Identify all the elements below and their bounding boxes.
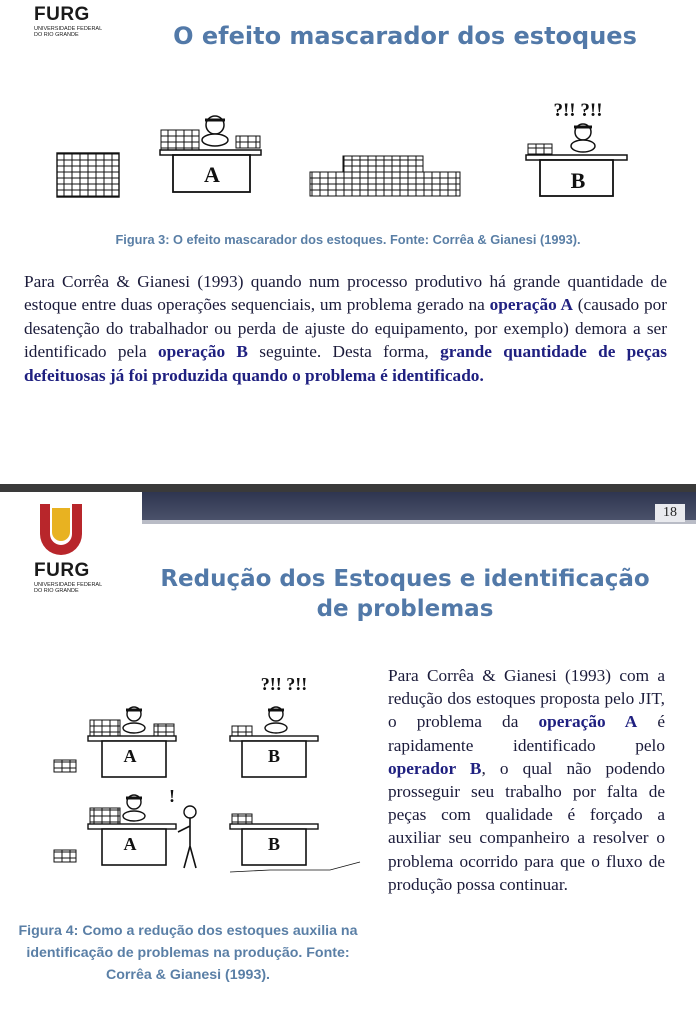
- para-bold-2: operador B: [388, 758, 482, 778]
- bottom-operator-a-with-helper: [54, 786, 196, 868]
- para-text-2: (causado por desatenção do trabalhador ou perda de ajuste do equipamento, por exemplo) demora a ser identificado pela: [24, 295, 667, 362]
- slide-2: [0, 492, 696, 1020]
- para-bold-1: operação A: [538, 712, 638, 732]
- para-bold-3: grande quantidade de peças defeituosas já foi produzida quando o problema é identificado.: [24, 342, 668, 385]
- page-number: 18: [655, 504, 685, 522]
- para-bold-1: operação A: [489, 295, 574, 315]
- top-operator-a: [54, 707, 176, 777]
- logo-subtitle-line-1: UNIVERSIDADE FEDERAL: [34, 582, 103, 588]
- slide-title: O efeito mascarador dos estoques: [173, 22, 637, 50]
- label-operation-a-bottom: A: [123, 834, 137, 854]
- operator-a-station: [160, 116, 261, 192]
- alert-mark: !: [169, 786, 175, 806]
- label-operation-b: B: [267, 746, 281, 766]
- para-text-3: seguinte. Desta forma,: [247, 342, 441, 362]
- label-operation-b-bottom: B: [267, 834, 281, 854]
- inventory-stack-middle: [310, 156, 460, 200]
- slide-divider: [0, 484, 696, 492]
- question-exclamation-marks: ?!! ?!!: [260, 674, 308, 694]
- logo-subtitle-line-1: UNIVERSIDADE FEDERAL: [34, 26, 103, 32]
- slide-1: [0, 0, 696, 484]
- logo-subtitle: [34, 582, 104, 594]
- furg-emblem-icon: [34, 498, 88, 556]
- figure-3-illustration: [0, 100, 696, 200]
- logo-name: FURG: [34, 4, 90, 25]
- inventory-stack-left: [57, 153, 119, 197]
- question-exclamation-marks: ?!! ?!!: [553, 100, 603, 121]
- operator-b-station: [526, 100, 627, 196]
- logo-subtitle-line-2: DO RIO GRANDE: [34, 588, 79, 594]
- logo-subtitle-line-2: DO RIO GRANDE: [34, 32, 79, 38]
- logo-subtitle: [34, 26, 104, 38]
- para-text-1: Para Corrêa & Gianesi (1993) quando num processo produtivo há grande quantidade de estoque entre duas operações sequenciais, um problema gerado na: [24, 272, 667, 315]
- label-operation-a: A: [204, 162, 220, 187]
- para-text-3: , o qual não podendo prosseguir seu trabalho por falta de peças com qualidade é forçado a auxiliar seu companheiro a resolver o problema ocorrido para que o fluxo de produção possa continuar.: [388, 758, 665, 894]
- para-text-2: é rapidamente identificado pelo: [388, 712, 665, 755]
- slide-2-paragraph: [388, 664, 665, 896]
- figure-4-illustration: [30, 672, 370, 882]
- bottom-operator-b: [230, 814, 360, 872]
- furg-logo: [34, 4, 104, 38]
- label-operation-b: B: [570, 168, 586, 193]
- top-operator-b: [230, 707, 318, 777]
- para-text-1: Para Corrêa & Gianesi (1993) com a redução dos estoques proposta pelo JIT, o problema da: [388, 666, 665, 732]
- para-bold-2: operação B: [157, 342, 248, 362]
- figure-3-caption: Figura 3: O efeito mascarador dos estoques. Fonte: Corrêa & Gianesi (1993).: [115, 232, 581, 247]
- header-bar: [142, 492, 696, 520]
- furg-logo: [34, 560, 104, 594]
- slide-title: Redução dos Estoques e identificação de problemas: [160, 566, 650, 622]
- header-bar-shadow: [142, 520, 696, 524]
- slide-1-paragraph: [24, 270, 667, 387]
- logo-name: FURG: [34, 560, 90, 581]
- figure-4-caption: Figura 4: Como a redução dos estoques auxilia na identificação de problemas na produção. Fonte: Corrêa & Gianesi (1993).: [18, 923, 358, 983]
- label-operation-a: A: [123, 746, 137, 766]
